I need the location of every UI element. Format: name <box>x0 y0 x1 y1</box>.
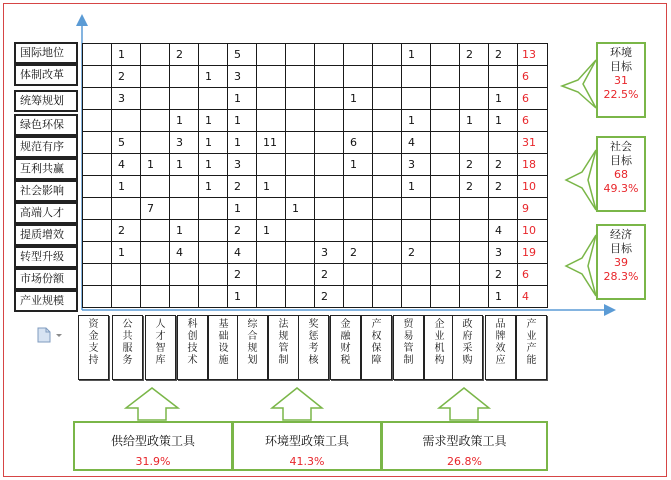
tool-box-demand <box>381 421 548 471</box>
row-total: 10 <box>518 176 548 198</box>
table-cell <box>83 66 112 88</box>
table-row <box>83 220 548 242</box>
table-cell <box>402 264 431 286</box>
table-cell <box>286 66 315 88</box>
table-cell: 4 <box>112 154 141 176</box>
table-cell <box>112 110 141 132</box>
table-cell: 2 <box>228 220 257 242</box>
table-cell <box>286 132 315 154</box>
table-cell <box>199 286 228 308</box>
table-cell: 3 <box>228 66 257 88</box>
table-cell <box>112 198 141 220</box>
tool-box-supply <box>73 421 233 471</box>
table-cell <box>431 66 460 88</box>
column-label: 企业机构 <box>424 315 455 380</box>
table-cell: 1 <box>141 154 170 176</box>
row-label: 国际地位 <box>14 42 78 64</box>
table-cell <box>257 154 286 176</box>
table-cell <box>141 220 170 242</box>
table-cell <box>141 66 170 88</box>
column-label: 科创技术 <box>177 315 208 380</box>
table-cell <box>315 220 344 242</box>
table-cell <box>373 198 402 220</box>
table-cell <box>431 110 460 132</box>
table-cell: 1 <box>170 220 199 242</box>
table-cell <box>373 220 402 242</box>
column-label: 法规管制 <box>268 315 299 380</box>
table-cell <box>431 220 460 242</box>
table-cell <box>199 44 228 66</box>
tool-name: 供给型政策工具 <box>110 434 195 448</box>
goal-box-economic <box>596 224 646 300</box>
tool-percent: 41.3% <box>289 455 325 468</box>
table-cell <box>460 264 489 286</box>
table-cell <box>344 264 373 286</box>
table-row <box>83 154 548 176</box>
row-label: 规范有序 <box>14 136 78 158</box>
row-total: 6 <box>518 66 548 88</box>
table-cell: 1 <box>228 88 257 110</box>
table-cell <box>170 286 199 308</box>
goal-percent: 22.5% <box>603 88 639 101</box>
table-cell <box>257 286 286 308</box>
table-cell <box>460 242 489 264</box>
table-cell <box>257 44 286 66</box>
table-cell <box>373 286 402 308</box>
document-icon[interactable] <box>37 327 65 343</box>
column-label: 综合规划 <box>237 315 268 380</box>
table-cell: 11 <box>257 132 286 154</box>
table-cell <box>286 110 315 132</box>
table-cell <box>460 132 489 154</box>
table-cell: 1 <box>112 242 141 264</box>
table-cell <box>460 88 489 110</box>
table-cell <box>315 110 344 132</box>
tool-arrow-demand <box>439 388 489 420</box>
row-total: 6 <box>518 264 548 286</box>
table-row <box>83 242 548 264</box>
table-cell <box>315 176 344 198</box>
row-total: 10 <box>518 220 548 242</box>
row-label: 转型升级 <box>14 246 78 268</box>
table-cell <box>315 44 344 66</box>
table-cell: 1 <box>489 286 518 308</box>
table-cell <box>257 264 286 286</box>
table-cell <box>315 154 344 176</box>
table-cell <box>170 88 199 110</box>
table-cell: 1 <box>344 88 373 110</box>
row-label: 提质增效 <box>14 224 78 246</box>
row-label: 产业规模 <box>14 290 78 312</box>
table-cell: 2 <box>344 242 373 264</box>
goal-box-environment <box>596 42 646 118</box>
table-cell: 7 <box>141 198 170 220</box>
table-cell <box>402 220 431 242</box>
table-cell <box>431 242 460 264</box>
table-cell <box>431 154 460 176</box>
table-cell: 2 <box>460 176 489 198</box>
goal-arrow-environment <box>562 60 596 108</box>
table-cell <box>431 198 460 220</box>
goal-name-line2: 目标 <box>610 60 632 73</box>
table-cell <box>373 242 402 264</box>
goal-box-social <box>596 136 646 212</box>
table-cell <box>431 88 460 110</box>
table-row <box>83 44 548 66</box>
table-cell: 1 <box>402 110 431 132</box>
table-cell <box>373 176 402 198</box>
table-cell <box>83 110 112 132</box>
table-cell <box>489 66 518 88</box>
table-cell: 1 <box>344 154 373 176</box>
row-total: 6 <box>518 110 548 132</box>
tool-arrow-environment <box>272 388 322 420</box>
table-cell: 2 <box>489 264 518 286</box>
table-cell: 6 <box>344 132 373 154</box>
table-cell <box>141 286 170 308</box>
table-cell <box>257 66 286 88</box>
table-cell <box>83 176 112 198</box>
table-cell <box>286 220 315 242</box>
table-cell: 1 <box>199 110 228 132</box>
table-cell <box>141 88 170 110</box>
table-cell: 1 <box>228 132 257 154</box>
table-cell <box>83 88 112 110</box>
table-cell <box>431 264 460 286</box>
column-label: 产权保障 <box>361 315 392 380</box>
table-cell: 1 <box>402 44 431 66</box>
column-label: 政府采购 <box>452 315 483 380</box>
column-label: 基础设施 <box>208 315 239 380</box>
table-cell <box>83 132 112 154</box>
table-cell <box>344 286 373 308</box>
table-cell: 3 <box>315 242 344 264</box>
table-cell <box>199 220 228 242</box>
table-cell <box>83 198 112 220</box>
tool-arrow-supply <box>126 388 178 420</box>
table-cell: 4 <box>228 242 257 264</box>
table-cell: 1 <box>489 88 518 110</box>
row-total: 13 <box>518 44 548 66</box>
table-cell: 5 <box>112 132 141 154</box>
goal-name-line2: 目标 <box>610 242 632 255</box>
row-label: 绿色环保 <box>14 114 78 136</box>
column-label: 资金支持 <box>78 315 109 380</box>
table-cell: 2 <box>315 264 344 286</box>
table-cell <box>286 286 315 308</box>
table-cell <box>141 132 170 154</box>
table-cell <box>286 176 315 198</box>
table-cell: 2 <box>112 66 141 88</box>
table-cell: 2 <box>460 154 489 176</box>
tool-percent: 31.9% <box>135 455 171 468</box>
table-cell <box>402 286 431 308</box>
policy-matrix <box>82 43 548 308</box>
table-cell <box>257 198 286 220</box>
goal-name-line1: 社会 <box>610 140 632 153</box>
table-row <box>83 198 548 220</box>
table-cell <box>83 242 112 264</box>
table-cell <box>344 66 373 88</box>
column-label: 产业产能 <box>516 315 547 380</box>
table-row <box>83 264 548 286</box>
table-cell <box>170 264 199 286</box>
table-cell: 4 <box>489 220 518 242</box>
table-cell: 2 <box>315 286 344 308</box>
row-total: 18 <box>518 154 548 176</box>
table-cell <box>373 264 402 286</box>
goal-count: 31 <box>614 74 628 87</box>
table-cell <box>460 220 489 242</box>
table-cell <box>83 154 112 176</box>
table-cell <box>83 44 112 66</box>
tool-percent: 26.8% <box>447 455 482 468</box>
goal-percent: 49.3% <box>603 182 639 195</box>
table-cell <box>489 198 518 220</box>
table-cell <box>199 198 228 220</box>
table-cell <box>141 110 170 132</box>
table-cell <box>286 154 315 176</box>
table-row <box>83 286 548 308</box>
table-cell <box>344 220 373 242</box>
table-cell <box>286 242 315 264</box>
table-cell <box>199 242 228 264</box>
table-cell <box>286 264 315 286</box>
table-cell: 3 <box>112 88 141 110</box>
table-cell <box>460 66 489 88</box>
table-cell <box>141 264 170 286</box>
table-cell: 3 <box>489 242 518 264</box>
row-label: 社会影响 <box>14 180 78 202</box>
table-cell: 1 <box>228 198 257 220</box>
table-row <box>83 110 548 132</box>
table-cell: 2 <box>170 44 199 66</box>
table-cell <box>83 220 112 242</box>
table-cell <box>141 44 170 66</box>
table-cell <box>373 66 402 88</box>
table-cell <box>344 110 373 132</box>
table-cell <box>373 44 402 66</box>
table-cell <box>460 286 489 308</box>
column-label: 人才智库 <box>145 315 176 380</box>
table-cell: 3 <box>228 154 257 176</box>
table-cell: 1 <box>257 176 286 198</box>
table-cell <box>373 88 402 110</box>
table-cell <box>315 88 344 110</box>
table-cell <box>344 44 373 66</box>
table-cell: 1 <box>199 66 228 88</box>
row-label: 高端人才 <box>14 202 78 224</box>
column-label: 公共服务 <box>112 315 143 380</box>
table-cell <box>431 44 460 66</box>
table-cell <box>431 286 460 308</box>
table-cell <box>199 264 228 286</box>
table-cell <box>489 132 518 154</box>
goal-arrow-social <box>566 150 596 210</box>
table-cell <box>257 242 286 264</box>
table-cell <box>286 88 315 110</box>
row-total: 6 <box>518 88 548 110</box>
row-total: 9 <box>518 198 548 220</box>
table-cell: 2 <box>402 242 431 264</box>
table-cell <box>373 110 402 132</box>
table-cell <box>344 198 373 220</box>
table-cell: 1 <box>199 176 228 198</box>
table-cell <box>373 132 402 154</box>
table-cell <box>170 176 199 198</box>
table-cell <box>257 88 286 110</box>
column-label: 奖惩考核 <box>298 315 329 380</box>
goal-count: 68 <box>614 168 628 181</box>
goal-percent: 28.3% <box>603 270 639 283</box>
table-cell: 4 <box>402 132 431 154</box>
table-cell: 1 <box>199 154 228 176</box>
tool-name: 需求型政策工具 <box>422 434 507 448</box>
table-cell: 2 <box>489 176 518 198</box>
table-cell <box>344 176 373 198</box>
table-cell: 1 <box>286 198 315 220</box>
tool-box-environment <box>232 421 382 471</box>
row-total: 19 <box>518 242 548 264</box>
table-cell: 2 <box>112 220 141 242</box>
table-cell <box>141 176 170 198</box>
table-cell <box>83 264 112 286</box>
table-cell: 1 <box>112 44 141 66</box>
goal-name-line1: 环境 <box>610 46 632 59</box>
row-total: 31 <box>518 132 548 154</box>
table-cell <box>170 198 199 220</box>
table-cell: 1 <box>170 110 199 132</box>
row-total: 4 <box>518 286 548 308</box>
table-cell: 2 <box>489 44 518 66</box>
table-cell: 1 <box>228 110 257 132</box>
column-label: 品牌效应 <box>485 315 516 380</box>
column-label: 金融财税 <box>330 315 361 380</box>
table-cell <box>315 66 344 88</box>
table-cell: 1 <box>402 176 431 198</box>
row-label: 统筹规划 <box>14 90 78 112</box>
table-row <box>83 88 548 110</box>
table-cell <box>112 286 141 308</box>
column-label: 贸易管制 <box>393 315 424 380</box>
table-cell: 1 <box>170 154 199 176</box>
goal-count: 39 <box>614 256 628 269</box>
row-label: 互利共赢 <box>14 158 78 180</box>
table-cell <box>141 242 170 264</box>
table-cell <box>402 66 431 88</box>
table-cell: 3 <box>170 132 199 154</box>
table-cell: 1 <box>460 110 489 132</box>
table-cell: 1 <box>199 132 228 154</box>
goal-name-line1: 经济 <box>610 228 632 241</box>
table-row <box>83 176 548 198</box>
table-cell: 1 <box>228 286 257 308</box>
table-cell: 2 <box>228 176 257 198</box>
row-label: 市场份额 <box>14 268 78 290</box>
table-cell <box>431 176 460 198</box>
table-cell <box>286 44 315 66</box>
table-row <box>83 132 548 154</box>
table-cell <box>112 264 141 286</box>
table-cell <box>460 198 489 220</box>
table-cell <box>257 110 286 132</box>
table-cell <box>373 154 402 176</box>
table-cell: 5 <box>228 44 257 66</box>
table-cell <box>402 88 431 110</box>
table-cell: 2 <box>460 44 489 66</box>
table-cell <box>199 88 228 110</box>
table-cell <box>402 198 431 220</box>
tool-name: 环境型政策工具 <box>264 434 349 448</box>
table-cell: 1 <box>489 110 518 132</box>
table-cell <box>83 286 112 308</box>
table-cell: 1 <box>112 176 141 198</box>
table-cell <box>170 66 199 88</box>
table-cell: 1 <box>257 220 286 242</box>
table-row <box>83 66 548 88</box>
row-label: 体制改革 <box>14 64 78 86</box>
table-cell <box>431 132 460 154</box>
table-cell: 2 <box>489 154 518 176</box>
table-cell <box>315 198 344 220</box>
table-cell: 3 <box>402 154 431 176</box>
goal-name-line2: 目标 <box>610 154 632 167</box>
table-cell: 2 <box>228 264 257 286</box>
goal-arrow-economic <box>566 235 596 296</box>
table-cell: 4 <box>170 242 199 264</box>
table-cell <box>315 132 344 154</box>
